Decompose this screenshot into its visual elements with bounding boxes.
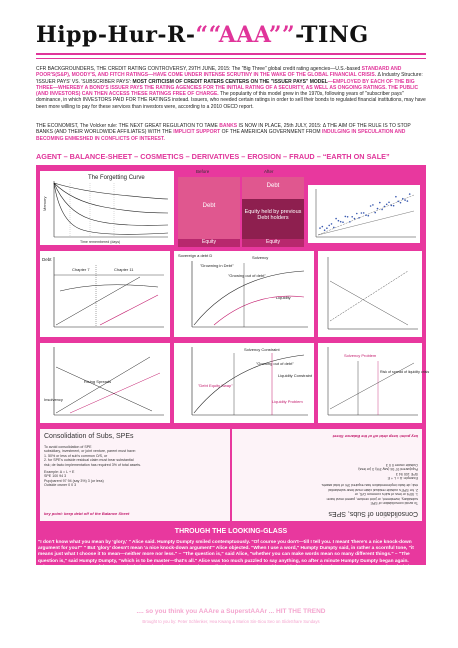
- liquidity-problem-label: Liquidity Problem: [272, 399, 303, 404]
- drowning-label: "Drowning in Debt": [200, 263, 234, 268]
- looking-glass-heading: THROUGH THE LOOKING-GLASS: [174, 528, 288, 535]
- growing-label: "Growing out of debt": [228, 273, 266, 278]
- debt-equity-swap-label: "Debt Equity Swap": [198, 383, 233, 388]
- scatter-dot: [347, 216, 349, 218]
- intro-tail: The popularity of this model grew in the 1970s, following years of "subscriber pays" dominance, in which INVESTORS PAID FOR THE RATINGS instead. Issuers, who needed certain ratings in order to sell their bonds to regulated financial institutions, may have been more willing to pay for these services than investors were, according to a 2010 OECD report.: [36, 91, 426, 110]
- consolidation-left: [40, 429, 230, 521]
- debt-chapter-figure: [40, 251, 170, 337]
- scatter-dot: [358, 217, 360, 219]
- credit-line: Brought to you by: Peter Schlenker, Hea Kwang & Marion Sin-Siou Seo on SlideShare Sundays: [142, 619, 320, 624]
- before-debt-block: [178, 177, 240, 239]
- drowning-debt-figure: [174, 251, 314, 337]
- scatter-dot: [395, 196, 397, 198]
- econ-highlight-3: INDULGING IN SPECULATION AND BECOMING ENMESHED IN CONFLICTS OF INTEREST.: [36, 129, 406, 142]
- forgetting-curve-svg: [40, 171, 174, 245]
- title-rule-bottom: [36, 58, 426, 59]
- scatter-dot: [354, 218, 356, 220]
- scatter-dot: [328, 225, 330, 227]
- risk-of-spread-label: Risk of spread of liquidity crisis: [380, 370, 430, 374]
- rising-spreads-svg: [40, 343, 170, 423]
- key-point-right: key point: keep debt off of the Balance Sheet: [332, 434, 418, 439]
- consolidation-row: subsidiary, investment, or joint venture, parent must have:: [326, 496, 418, 501]
- title-rule-top: [36, 53, 426, 55]
- consolidation-row: 1. 50% or less of sub's common O/S, or: [44, 453, 108, 458]
- intro-mid: Δ Industry Structure: 'ISSUER PAYS' VS. 'SUBSCRIBER PAYS':: [36, 72, 423, 85]
- forgetting-ylabel: Memory: [42, 196, 47, 211]
- agenda-heading: AGENT – BALANCE-SHEET – COSMETICS – DERIVATIVES – EROSION – FRAUD – “EARTH ON SALE”: [36, 152, 390, 161]
- after-debt-label: Debt: [266, 183, 280, 189]
- scatter-dot: [379, 202, 381, 204]
- econ-mid: IS NOW IN PLACE, 25th JULY, 2015: Δ THE AIM OF THE RULE IS TO STOP BANKS (AND THEIR WORLDWIDE AFFILIATES) WITH THE: [36, 123, 411, 136]
- sovereign-label: Sovereign a debt D: [178, 253, 213, 258]
- scatter-dot: [363, 212, 365, 214]
- consolidation-title-right: Consolidation of Subs, SPEs: [328, 510, 418, 517]
- scatter-dot: [340, 221, 342, 223]
- balance-sheet-figure: [178, 169, 304, 247]
- title-prefix: Hipp-Hur-R-: [36, 22, 196, 48]
- scatter-dot: [374, 212, 376, 214]
- consolidation-row: 2. for SPE's outside residual claim must bear substantial: [44, 458, 134, 463]
- consolidation-row: risk; de facto implementation has required 3% of total assets.: [44, 462, 142, 467]
- humpty-dumpty-quote: "I don't know what you mean by 'glory,' " Alice said. Humpty Dumpty smiled contemptuously. "Of course you don't—till I tell you. I meant 'there's a nice knock-down argument for you!'" " But 'glory' doesn't mean 'a nice knock-down argument'" Alice objected. "When I use a word," Humpty Dumpty said, in rather a scornful tone, "it means just what I choose it to mean—neither more nor less." – "The question is," said Alice, "whether you can make words mean so many different things." – "The question is," said Humpty Dumpty, "which is to be master—that's all." Alice was too much puzzled to say anything, so after a minute Humpty Dumpty began again. "They've a temper, some of them—particularly verbs, they're the proudest—adjectives you can do anything with, but not verbs—however, I can manage the whole lot! Impenetrability! That's what I say!": [38, 540, 416, 577]
- econ-mid-2: OF THE AMERICAN GOVERNMENT FROM: [220, 129, 322, 136]
- scatter-dot: [365, 214, 367, 216]
- scatter-dot: [407, 200, 409, 202]
- page-title: [36, 22, 426, 48]
- key-point-left: key point: keep debt off of the Balance Sheet: [44, 511, 130, 516]
- scatter-dot: [400, 202, 402, 204]
- scatter-dot: [338, 220, 340, 222]
- scatter-dot: [342, 221, 344, 223]
- drowning-debt-svg: [174, 251, 314, 337]
- curve-2: [54, 183, 168, 225]
- scatter-dot: [384, 206, 386, 208]
- consolidation-title-left: Consolidation of Subs, SPEs: [44, 433, 134, 440]
- scatter-dot: [388, 202, 390, 204]
- scatter-dot: [351, 216, 353, 218]
- scatter-dot: [397, 201, 399, 203]
- example-row: Pup/parent 97 94 (say 3%) 3 (or less): [44, 478, 104, 483]
- scatter-dot: [356, 213, 358, 215]
- after-equity-block: Equity: [242, 239, 304, 247]
- scatter-dot: [386, 204, 388, 206]
- tagline: .... so you think you AAAre a SuperstAAAr ... HIT THE TREND: [136, 608, 326, 615]
- scatter-dot: [331, 223, 333, 225]
- scatter-svg: [308, 185, 420, 243]
- chapter-7-label: Chapter 7: [72, 267, 90, 272]
- example-header: Example: A = L + E: [387, 475, 418, 480]
- economist-paragraph: [36, 123, 428, 142]
- intro-highlight-1: STANDARD AND POOR'S(S&P), MOODY'S, AND FITCH RATINGS—HAVE COME UNDER INTENSE SCRUTINY IN THE WAKE OF THE GLOBAL FINANCIAL CRISIS.: [36, 66, 402, 79]
- scatter-dot: [368, 215, 370, 217]
- before-equity-block: Equity: [178, 239, 240, 247]
- rising-spreads-figure: [40, 343, 170, 423]
- example-row: Outside owner 0 0 3: [385, 462, 418, 467]
- consolidation-body-right: [236, 462, 418, 505]
- scatter-dot: [361, 212, 363, 214]
- consolidation-row: subsidiary, investment, or joint venture, parent must have:: [44, 449, 136, 454]
- scatter-figure: [308, 185, 420, 243]
- dashed-chart-svg: [318, 251, 422, 337]
- scatter-dot: [319, 227, 321, 229]
- consolidation-row: 1. 50% or less of sub's common O/S, or: [354, 492, 418, 497]
- example-row: Outside owner 0 0 3: [44, 483, 77, 488]
- intro-paragraph: [36, 66, 428, 110]
- dashed-chart-figure: [318, 251, 422, 337]
- curve-4: [54, 183, 168, 199]
- equity-held-block: Equity held by previous Debt holders: [242, 199, 304, 239]
- liquidity-constraint-label: Liquidity Constraint: [278, 373, 313, 378]
- before-label: Before: [196, 169, 210, 174]
- scatter-dot: [391, 205, 393, 207]
- scatter-dot: [324, 229, 326, 231]
- scatter-dot: [349, 221, 351, 223]
- forgetting-title: The Forgetting Curve: [88, 175, 145, 181]
- solvency-constraint-label: Solvency Constraint: [244, 347, 280, 352]
- consolidation-avoid-right: To avoid consolidation of SPE: [370, 501, 418, 505]
- consolidation-row: 2. for SPE's outside residual claim must bear substantial: [328, 487, 418, 492]
- econ-highlight-2: IMPLICIT SUPPORT: [173, 129, 221, 136]
- title-suffix: -TING: [295, 22, 369, 48]
- rising-spreads-label: Rising Spreads: [84, 379, 112, 384]
- intro-highlight-2: —EMPLOYED BY EACH OF THE BIG THREE—WHEREBY A BOND'S ISSUER PAYS THE RATING AGENCIES FOR THE INITIAL RATING OF A SECURITY, AS WELL AS ONGOING RATINGS. THE PUBLIC (AND INVESTORS) CAN THEN ACCESS THESE RATINGS FREE OF CHARGE.: [36, 78, 419, 98]
- scatter-dot: [345, 216, 347, 218]
- solvency-label: Solvency: [252, 255, 269, 260]
- example-row: Pup/parent 97 94 (say 3%) 3 (or less): [358, 467, 418, 472]
- consolidation-avoid-left: To avoid consolidation of SPE: [44, 445, 92, 449]
- scatter-dot: [322, 226, 324, 228]
- econ-highlight-1: BANKS: [219, 123, 238, 129]
- after-label: After: [264, 169, 274, 174]
- scatter-dot: [333, 227, 335, 229]
- scatter-dot: [377, 208, 379, 210]
- forgetting-curve-figure: [40, 171, 174, 245]
- example-row: SPE 100 94 3: [44, 474, 67, 479]
- curve-1: [54, 183, 168, 234]
- consolidation-right-mirrored: [232, 429, 422, 521]
- consolidation-body-left: [44, 445, 226, 488]
- before-debt-label: Debt: [202, 203, 216, 209]
- scatter-dot: [393, 205, 395, 207]
- consolidation-row: risk; de facto implementation has required 3% of total assets.: [320, 483, 418, 488]
- scatter-dot: [381, 209, 383, 211]
- growing-out-label: "Growing out of debt": [256, 361, 294, 366]
- solvency-problem-figure: [318, 343, 430, 423]
- solvency-problem-svg: [318, 343, 430, 423]
- scatter-dot: [404, 199, 406, 201]
- insolvency-label: Insolvency: [44, 397, 63, 402]
- scatter-dot: [409, 193, 411, 195]
- liquidity-label: Liquidity: [276, 295, 291, 300]
- solvency-constraint-figure: [174, 343, 314, 423]
- scatter-dot: [335, 218, 337, 220]
- after-debt-block: [242, 177, 304, 199]
- chapter-11-label: Chapter 11: [114, 267, 134, 272]
- scatter-dot: [370, 205, 372, 207]
- intro-lead: CFR BACKGROUNDERS, THE CREDIT RATING CONTROVERSY, 29TH JUNE, 2015: The “Big Three” global credit rating agencies—U.S.-based: [36, 66, 362, 72]
- solvency-problem-label: Solvency Problem: [344, 353, 377, 358]
- scatter-dot: [372, 204, 374, 206]
- econ-lead: THE ECONOMIST, The Volcker rule: THE NEXT GREAT REGULATION TO TAME: [36, 123, 220, 129]
- forgetting-xlabel: Time remembered (days): [80, 240, 121, 244]
- debt-chapter-svg: [40, 251, 170, 337]
- debt-axis-label: Debt: [42, 257, 52, 262]
- solvency-constraint-svg: [174, 343, 314, 423]
- example-row: SPE 100 94 3: [395, 471, 418, 476]
- figure-panel: [36, 165, 430, 565]
- title-quoted: ““AAA””: [195, 22, 296, 48]
- intro-bold: MOST CRITICISM OF CREDIT RATERS CENTERS ON THE "ISSUER PAYS" MODEL: [132, 78, 328, 85]
- scatter-dot: [402, 198, 404, 200]
- scatter-dot: [326, 227, 328, 229]
- example-header: Example: A = L + E: [44, 470, 75, 475]
